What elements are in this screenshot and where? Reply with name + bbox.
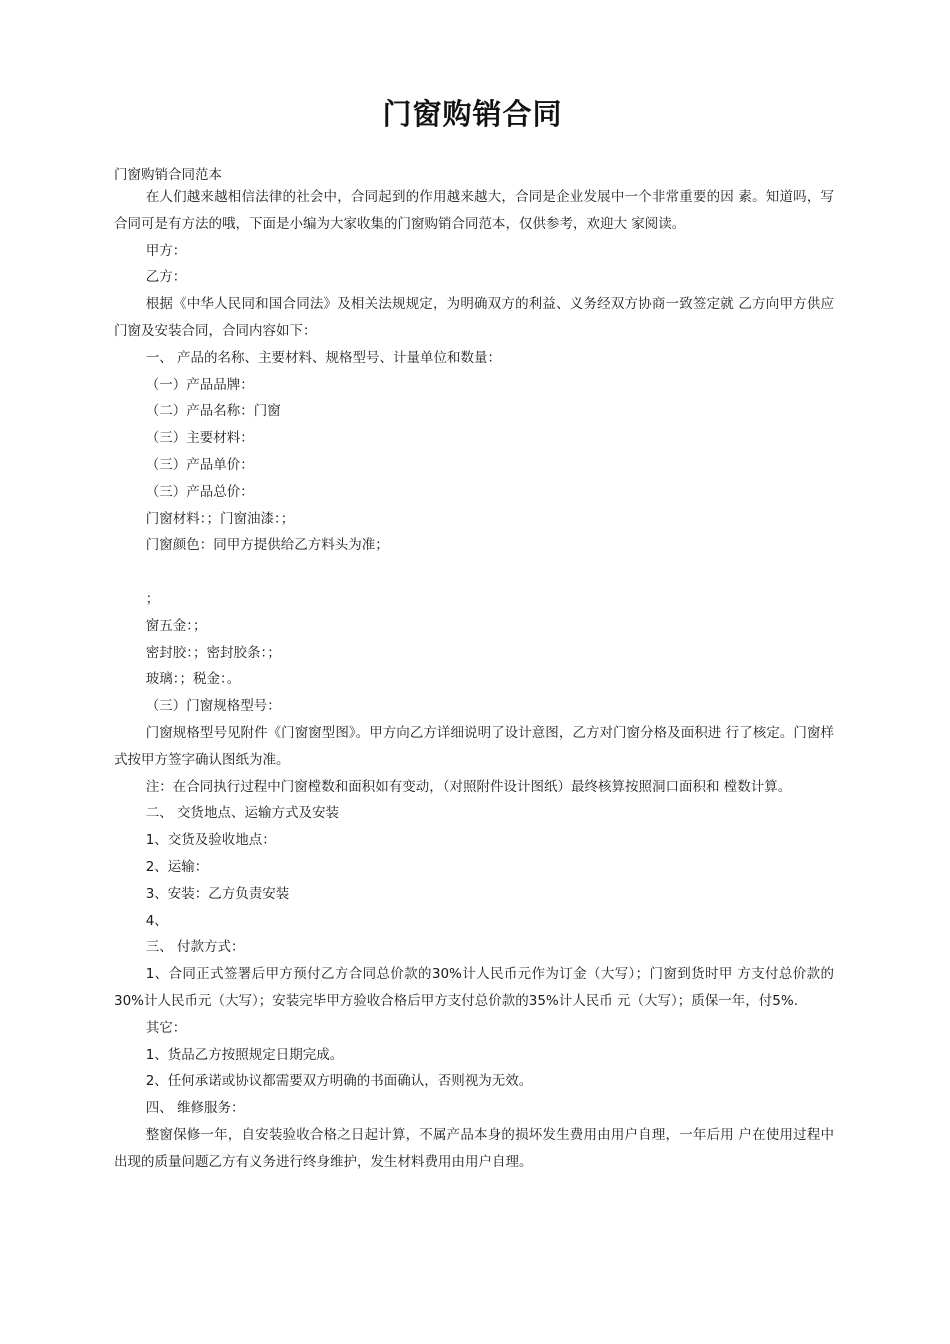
install-line: 3、安装：乙方负责安装 [145,885,290,902]
maintenance-paragraph: 整窗保修一年，自安装验收合格之日起计算，不属产品本身的损坏发生费用由用户自理，一年后用 户在使用过程中出现的质量问题乙方有义务进行终身维护，发生材料费用由用户自理。 [114,1126,834,1170]
other-heading: 其它： [145,1019,187,1036]
transport-line: 2、运输： [145,858,209,875]
total-price-line: （三）产品总价： [145,483,254,500]
material-paint-line: 门窗材料：；门窗油漆：； [145,510,295,527]
section-3-heading: 三、 付款方式： [145,939,245,956]
main-material-line: （三）主要材料： [145,430,254,447]
sealant-line: 密封胶：；密封胶条：； [145,644,281,661]
unit-price-line: （三）产品单价： [145,456,254,473]
spec-model-line: （三）门窗规格型号： [145,698,281,715]
other-item-2: 2、任何承诺或协议都需要双方明确的书面确认，否则视为无效。 [145,1073,533,1090]
blank-line [114,559,834,586]
product-name-line: （二）产品名称：门窗 [145,403,281,420]
payment-paragraph: 1、合同正式签署后甲方预付乙方合同总价款的30%计人民币元作为订金（大写）；门窗到货时甲 方支付总价款的30%计人民币元（大写）；安装完毕甲方验收合格后甲方支付总价款的35%计人民币 元（大写）；质保一年，付5%. [114,966,834,1009]
document-subtitle: 门窗购销合同范本 [114,167,222,183]
other-item-1: 1、货品乙方按照规定日期完成。 [145,1046,344,1063]
document-title: 门窗购销合同 [382,97,563,131]
preamble-paragraph: 根据《中华人民同和国合同法》及相关法规规定，为明确双方的利益、义务经双方协商一致签定就 乙方向甲方供应门窗及安装合同，合同内容如下： [114,296,834,339]
semicolon-line: ； [145,590,160,607]
glass-tax-line: 玻璃：；税金：。 [145,671,241,688]
party-a-line: 甲方： [145,242,187,259]
color-line: 门窗颜色：同甲方提供给乙方料头为准； [145,537,389,554]
section-2-heading: 二、 交货地点、运输方式及安装 [145,805,340,822]
document-body [114,184,834,1175]
section-4-heading: 四、 维修服务： [145,1100,245,1117]
product-brand-line: （一）产品品牌： [145,376,254,393]
note-paragraph: 注：在合同执行过程中门窗樘数和面积如有变动，（对照附件设计图纸）最终核算按照洞口面积和 樘数计算。 [145,778,792,795]
item-4-line: 4、 [145,912,168,929]
spec-paragraph: 门窗规格型号见附件《门窗窗型图》。甲方向乙方详细说明了设计意图，乙方对门窗分格及面积进 行了核定。门窗样式按甲方签字确认图纸为准。 [114,724,834,768]
intro-paragraph: 在人们越来越相信法律的社会中，合同起到的作用越来越大，合同是企业发展中一个非常重要的因 素。知道吗，写合同可是有方法的哦，下面是小编为大家收集的门窗购销合同范本，仅供参考，欢迎大 家阅读。 [114,189,834,232]
delivery-line: 1、交货及验收地点： [145,832,276,849]
section-1-heading: 一、 产品的名称、主要材料、规格型号、计量单位和数量： [145,349,502,366]
party-b-line: 乙方： [145,269,187,286]
hardware-line: 窗五金：； [145,617,207,634]
